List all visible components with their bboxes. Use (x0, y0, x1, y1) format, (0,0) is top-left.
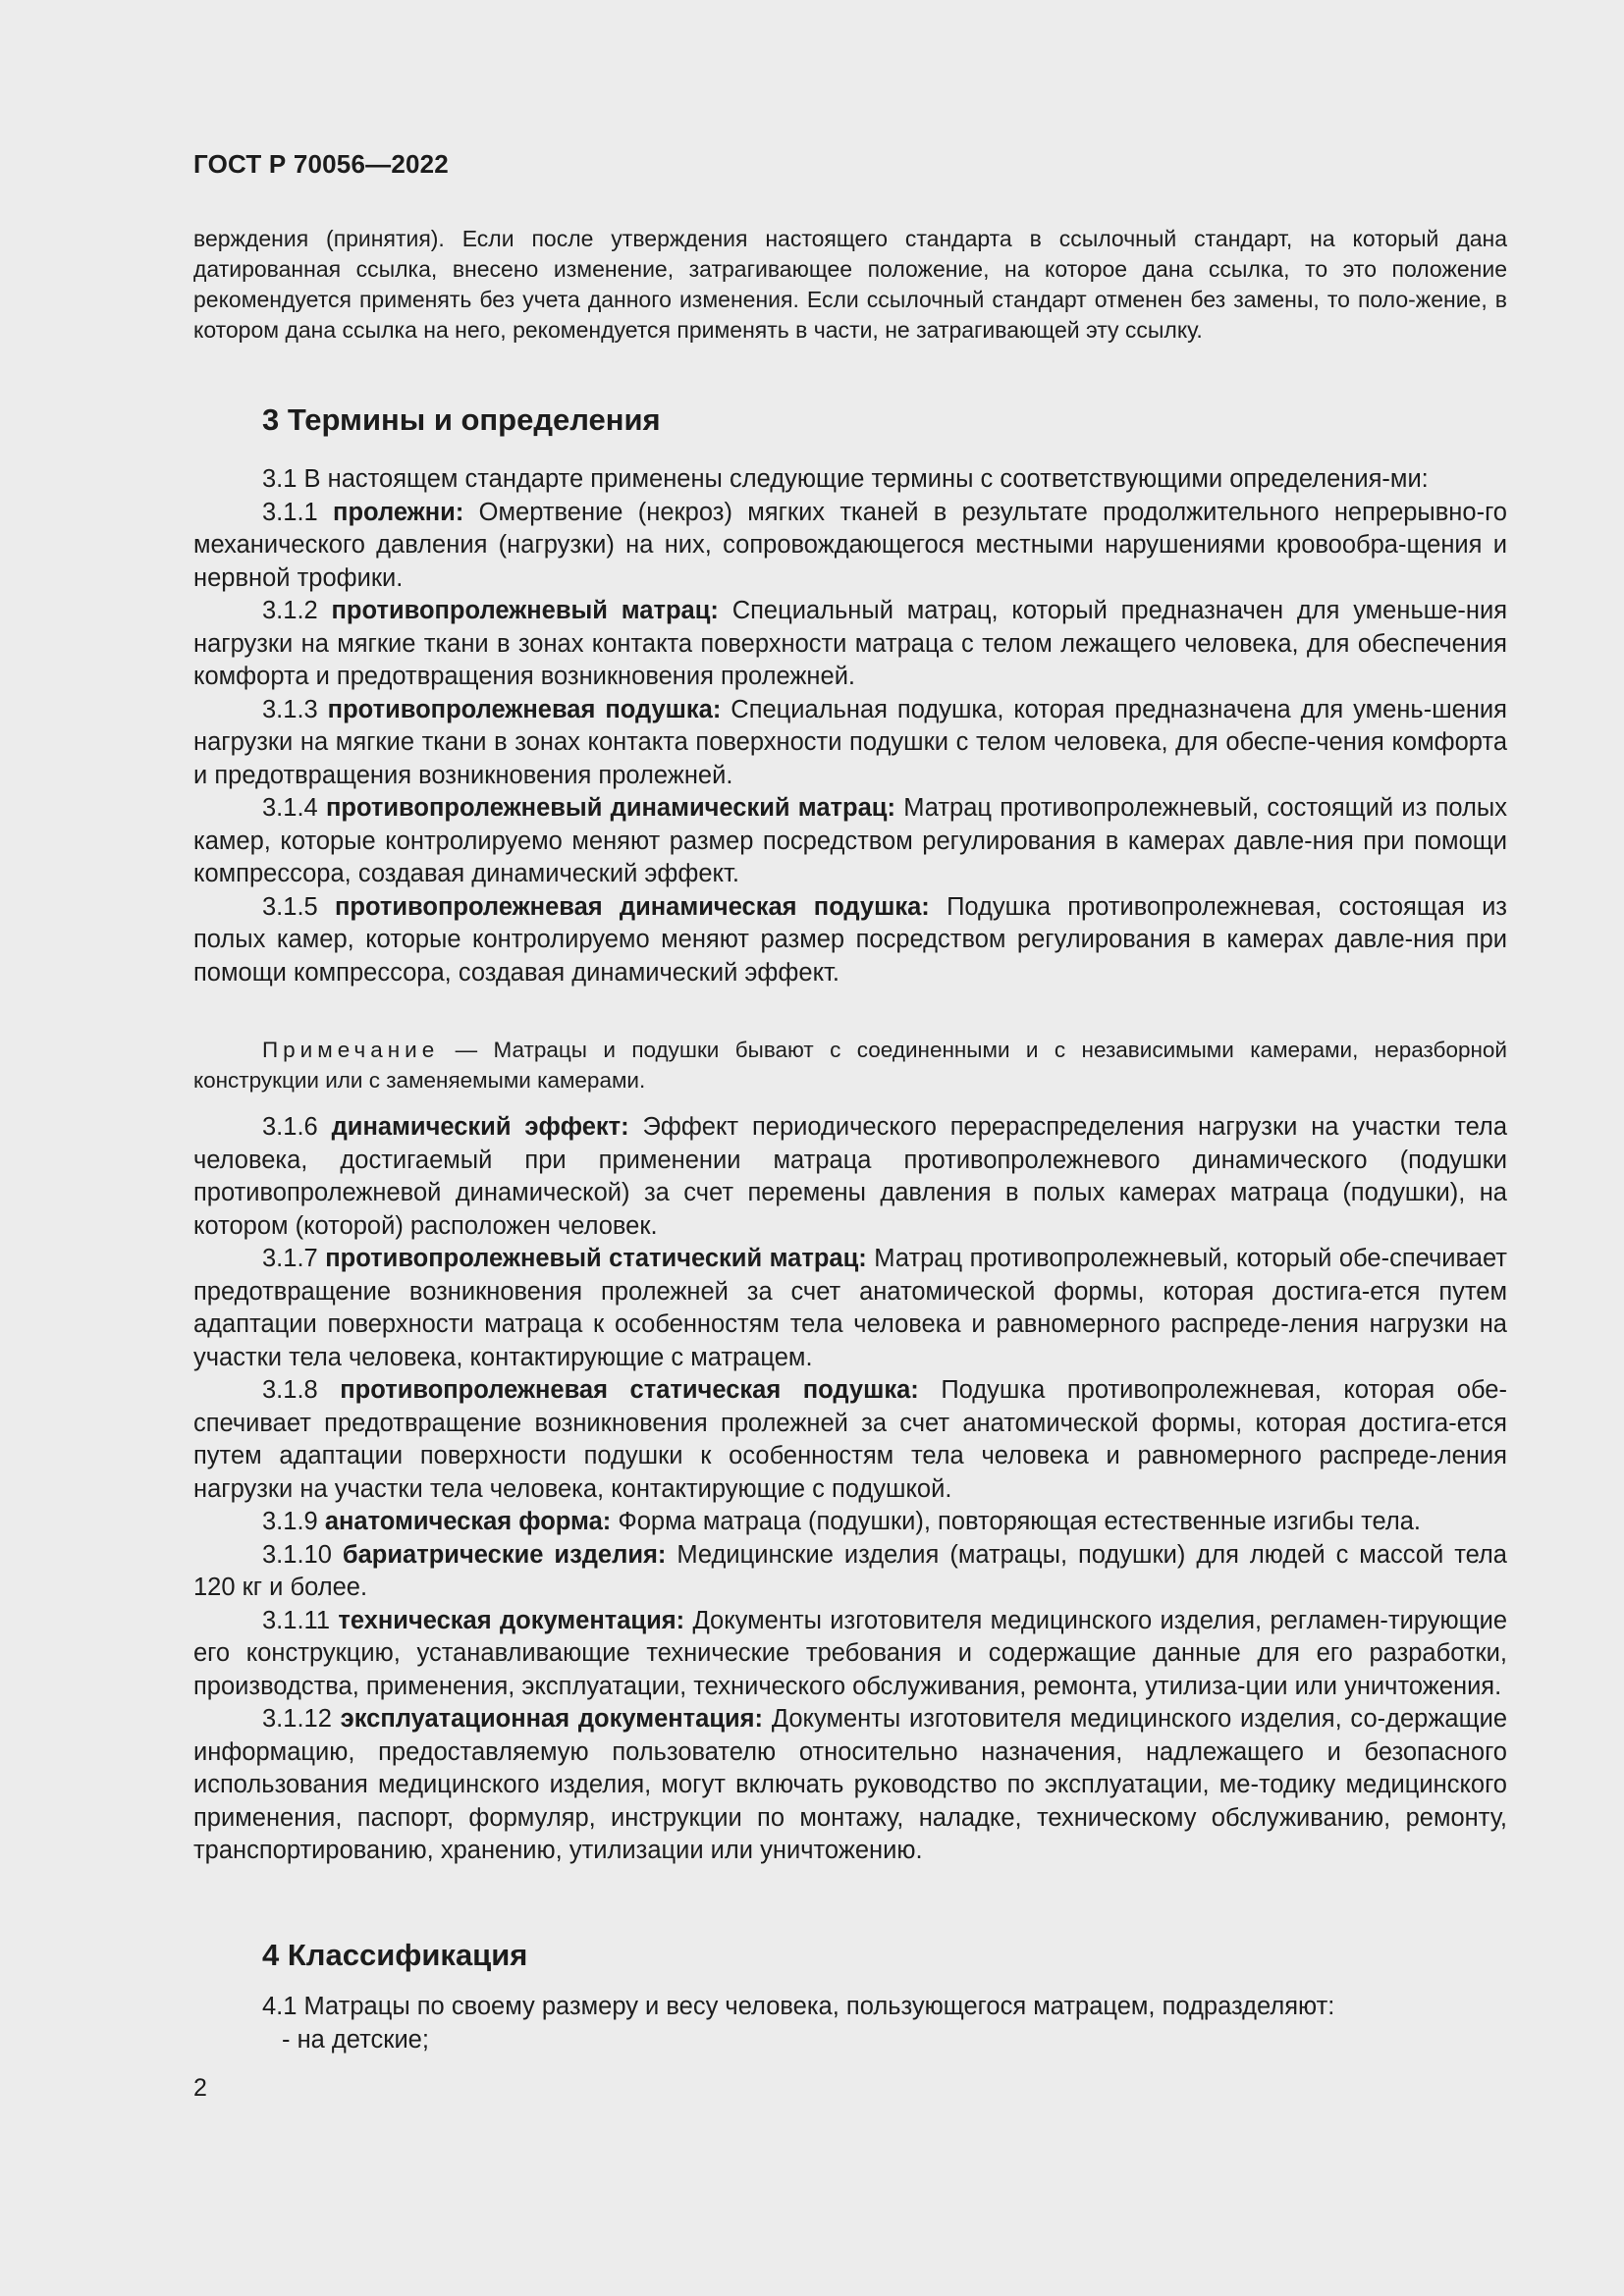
term-definition: Документы изготовителя медицинского изделия, регламен-тирующие его конструкцию, устанавливающие технические требования и содержащие данные для его разработки, производства, применения, эксплуатации, технического обслуживания, ремонта, утилиза-ции или уничтожения. (193, 1606, 1508, 1700)
term-number: 3.1.2 (262, 597, 318, 624)
term-3-1-10 (193, 1539, 1507, 1605)
term-3-1-1 (193, 497, 1507, 596)
term-name: динамический эффект: (331, 1113, 629, 1141)
page-number: 2 (193, 2074, 207, 2102)
term-3-1-11 (193, 1605, 1507, 1704)
term-number: 3.1.11 (262, 1606, 331, 1634)
term-number: 3.1.10 (262, 1540, 332, 1569)
term-3-1-8 (193, 1374, 1507, 1506)
term-definition: Медицинские изделия (матрацы, подушки) для людей с массой тела 120 кг и более. (193, 1540, 1507, 1601)
term-definition: Документы изготовителя медицинского изделия, со-держащие информацию, предоставляемую пользователю относительно назначения, надлежащего и безопасного использования медицинского изделия, могут включать руководство по эксплуатации, ме-тодику медицинского применения, паспорт, формуляр, инструкции по монтажу, наладке, техническому обслуживанию, ремонту, транспортированию, хранению, утилизации или уничтожению. (193, 1705, 1508, 1864)
term-name: противопролежневый динамический матрац: (325, 794, 895, 822)
paragraph-4-1: 4.1 Матрацы по своему размеру и весу человека, пользующегося матрацем, подразделяют: (262, 1993, 1335, 2020)
term-name: противопролежневая подушка: (327, 695, 722, 723)
term-definition: Матрац противопролежневый, состоящий из полых камер, которые контролируемо меняют размер посредством регулирования в камерах давле-ния при помощи компрессора, создавая динамический эффект. (193, 794, 1507, 887)
terms-block-2 (193, 1111, 1507, 1868)
term-3-1-9 (193, 1506, 1507, 1539)
term-definition: Эффект периодического перераспределения нагрузки на участки тела человека, достигаемый при применении матраца противопролежневого динамического (подушки противопролежневой динамической) за счет перемены давления в полых камерах матраца (подушки), на котором (которой) расположен человек. (193, 1113, 1507, 1240)
term-name: техническая документация: (338, 1606, 685, 1634)
document-header: ГОСТ Р 70056—2022 (193, 149, 449, 179)
term-3-1-12 (193, 1703, 1507, 1868)
note-text: — Матрацы и подушки бывают с соединенными и с независимыми камерами, неразборной конструкции или с заменяемыми камерами. (193, 1038, 1507, 1093)
intro-paragraph-block (193, 224, 1507, 346)
term-number: 3.1.7 (262, 1245, 318, 1272)
intro-paragraph: верждения (принятия). Если после утверждения настоящего стандарта в ссылочный стандарт, на который дана датированная ссылка, внесено изменение, затрагивающее положение, на которое дана ссылка, то это положение рекомендуется применять без учета данного изменения. Если ссылочный стандарт отменен без замены, то поло-жение, в котором дана ссылка на него, рекомендуется применять в части, не затрагивающей эту ссылку. (193, 226, 1507, 343)
term-definition: Форма матраца (подушки), повторяющая естественные изгибы тела. (618, 1508, 1421, 1535)
term-3-1-5 (193, 891, 1507, 990)
term-number: 3.1.4 (262, 794, 318, 822)
term-name: эксплуатационная документация: (340, 1705, 764, 1733)
note-label: Примечание (262, 1038, 440, 1062)
term-definition: Матрац противопролежневый, который обе-спечивает предотвращение возникновения пролежней за счет анатомической формы, которая достига-ется путем адаптации поверхности матраца к особенностям тела человека и равномерного распреде-ления нагрузки на участки тела человека, контактирующие с матрацем. (193, 1245, 1507, 1371)
section-3-heading: 3 Термины и определения (262, 402, 661, 437)
term-3-1-7 (193, 1243, 1507, 1374)
note-block (193, 1035, 1507, 1095)
term-number: 3.1.8 (262, 1376, 318, 1404)
term-definition: Специальная подушка, которая предназначена для умень-шения нагрузки на мягкие ткани в зонах контакта поверхности подушки с телом человека, для обеспе-чения комфорта и предотвращения возникновения пролежней. (193, 695, 1507, 789)
term-3-1-4 (193, 792, 1507, 891)
list-item: - на детские; (282, 2025, 429, 2054)
terms-block-1 (193, 463, 1507, 989)
term-number: 3.1.6 (262, 1113, 318, 1141)
section-4-heading: 4 Классификация (262, 1938, 528, 1972)
term-name: бариатрические изделия: (342, 1540, 667, 1569)
term-number: 3.1.1 (262, 498, 318, 526)
term-definition: Подушка противопролежневая, которая обе-спечивает предотвращение возникновения пролежней за счет анатомической формы, которая достига-ется путем адаптации поверхности подушки к особенностям тела человека и равномерного распреде-ления нагрузки на участки тела человека, контактирующие с подушкой. (193, 1376, 1507, 1503)
term-name: противопролежневая статическая подушка: (340, 1376, 919, 1404)
term-definition: Омертвение (некроз) мягких тканей в результате продолжительного непрерывно-го механического давления (нагрузки) на них, сопровождающегося местными нарушениями кровообра-щения и нервной трофики. (193, 498, 1507, 592)
term-name: пролежни: (333, 498, 464, 526)
term-number: 3.1.3 (262, 695, 318, 723)
term-number: 3.1.12 (262, 1705, 332, 1733)
term-name: анатомическая форма: (324, 1508, 612, 1535)
paragraph-3-1: 3.1 В настоящем стандарте применены следующие термины с соответствующими определения-ми: (262, 465, 1429, 493)
note-paragraph (193, 1035, 1507, 1095)
term-definition: Подушка противопролежневая, состоящая из полых камер, которые контролируемо меняют размер посредством регулирования в камерах давле-ния при помощи компрессора, создавая динамический эффект. (193, 892, 1507, 987)
term-3-1-2 (193, 595, 1507, 694)
term-definition: Специальный матрац, который предназначен для уменьше-ния нагрузки на мягкие ткани в зонах контакта поверхности матраца с телом лежащего человека, для обеспечения комфорта и предотвращения возникновения пролежней. (193, 597, 1508, 690)
term-name: противопролежневый матрац: (331, 597, 719, 624)
term-number: 3.1.9 (262, 1508, 318, 1535)
term-3-1-6 (193, 1111, 1507, 1243)
term-number: 3.1.5 (262, 892, 318, 921)
term-name: противопролежневая динамическая подушка: (334, 892, 930, 921)
term-name: противопролежневый статический матрац: (325, 1245, 867, 1272)
term-3-1-3 (193, 694, 1507, 793)
classification-block (193, 1991, 1507, 2056)
